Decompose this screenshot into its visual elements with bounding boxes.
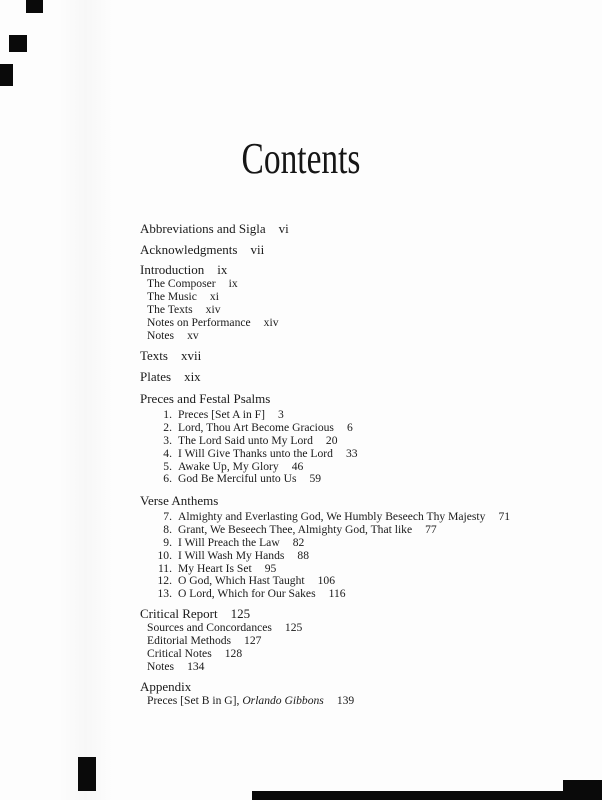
toc-entry — [147, 622, 562, 634]
toc-entry-page-number: 71 — [498, 510, 511, 524]
toc-entry-label: Preces and Festal Psalms — [140, 390, 271, 406]
toc-entry-label: Appendix — [140, 679, 192, 695]
toc-entry-label: Awake Up, My Glory — [178, 459, 279, 473]
toc-entry-page-number: 116 — [328, 587, 346, 601]
toc-entry-page-number: 95 — [264, 561, 277, 575]
toc-entry-number: 1. — [163, 408, 172, 422]
toc-entry-label: O Lord, Which for Our Sakes — [178, 587, 316, 601]
toc-entry-page-number: ix — [217, 262, 228, 277]
toc-entry — [147, 278, 562, 290]
toc-entry-page-number: 3 — [277, 408, 284, 422]
toc-entry — [140, 370, 562, 383]
toc-entry-number: 8. — [163, 523, 172, 537]
toc-entry — [140, 575, 562, 587]
scan-artifact — [252, 791, 602, 800]
toc-entry-label: Editorial Methods — [147, 634, 232, 647]
toc-entry-number: 11. — [157, 561, 172, 575]
toc-entry-page-number: xix — [184, 368, 201, 384]
toc-entry-page-number: 127 — [244, 634, 262, 647]
toc-entry-page-number: 88 — [297, 548, 309, 562]
toc-entry — [140, 243, 562, 256]
toc-entry-page-number: 20 — [325, 434, 338, 447]
toc-entry-label: Notes — [147, 660, 175, 674]
toc-entry-number: 3. — [163, 434, 172, 447]
toc-entry — [140, 422, 562, 434]
toc-entry — [140, 524, 562, 536]
toc-entry-label: Verse Anthems — [140, 492, 219, 508]
toc-entry-label: Lord, Thou Art Become Gracious — [178, 421, 334, 435]
toc-entry-label: Almighty and Everlasting God, We Humbly Beseech Thy Majesty — [178, 510, 486, 524]
toc-entry — [140, 461, 562, 473]
toc-entry-page-number: xi — [209, 289, 219, 303]
toc-entry-number: 9. — [163, 536, 172, 549]
toc-entry-number: 10. — [157, 548, 172, 562]
toc-entry-page-number: vii — [250, 241, 265, 257]
toc-entry — [140, 349, 562, 362]
toc-entry-page-number: 125 — [230, 606, 251, 622]
toc-entry-page-number: 82 — [292, 536, 305, 549]
toc-entry — [147, 635, 562, 647]
toc-entry — [140, 448, 562, 460]
toc-entry-page-number: xiv — [205, 302, 221, 316]
toc-entry — [140, 680, 562, 693]
toc-entry-page-number: 33 — [345, 446, 358, 460]
toc-entry-label: Grant, We Beseech Thee, Almighty God, That like — [178, 523, 413, 537]
toc-entry-label: The Music — [147, 289, 197, 303]
toc-entry-page-number: 134 — [187, 660, 205, 674]
scan-artifact — [9, 35, 27, 52]
toc-entry-label: Notes on Performance — [147, 316, 251, 330]
toc-entry — [140, 563, 562, 575]
toc-entry-number: 13. — [157, 587, 172, 601]
toc-entry-label: The Composer — [147, 276, 216, 290]
toc-entry-label: My Heart Is Set — [178, 561, 252, 575]
scan-artifact — [563, 780, 602, 800]
toc-entry-label: I Will Wash My Hands — [178, 548, 285, 562]
toc-entry — [140, 550, 562, 562]
toc-entry-label: Abbreviations and Sigla — [140, 221, 266, 236]
toc-entry-page-number: 128 — [224, 647, 243, 661]
toc-entry — [147, 304, 562, 316]
toc-entry-label: The Texts — [147, 302, 193, 316]
toc-entry-label: Sources and Concordances — [147, 620, 272, 634]
toc-entry-label: O God, Which Hast Taught — [178, 574, 305, 588]
toc-entry-label: I Will Preach the Law — [178, 536, 280, 549]
toc-entry-page-number: xvii — [180, 348, 202, 364]
toc-entry — [140, 537, 562, 549]
toc-entry-page-number: 77 — [425, 523, 437, 537]
toc-entry-number: 2. — [163, 421, 172, 435]
toc-entry-page-number: xiv — [263, 316, 279, 330]
toc-entry — [147, 695, 562, 707]
scan-artifact — [26, 0, 43, 13]
toc-entry-label: Critical Report — [140, 606, 218, 622]
toc-entry — [140, 409, 562, 421]
toc-entry-number: 7. — [163, 510, 172, 524]
toc-entry-label: Notes — [147, 329, 175, 343]
toc-entry-page-number: vi — [278, 221, 289, 236]
toc-entry-label: The Lord Said unto My Lord — [178, 434, 313, 447]
toc-entry-label: God Be Merciful unto Us — [178, 472, 297, 486]
toc-entry — [147, 661, 562, 673]
toc-entry-page-number: 125 — [284, 620, 303, 634]
scan-artifact — [0, 64, 13, 86]
toc-entry-number: 4. — [163, 446, 172, 460]
toc-entry-label: Texts — [140, 348, 168, 364]
toc-entry-page-number: ix — [228, 276, 238, 290]
toc-entry-number: 5. — [163, 459, 172, 473]
toc-entry-page-number: 106 — [317, 574, 335, 588]
toc-entry — [140, 494, 562, 507]
toc-entry-label: I Will Give Thanks unto the Lord — [178, 446, 333, 460]
toc-entry-label: Critical Notes — [147, 647, 212, 661]
toc-entry — [140, 607, 562, 620]
toc-entry — [140, 588, 562, 600]
toc-entry — [140, 263, 562, 276]
toc-entry — [140, 511, 562, 523]
toc-entry — [147, 291, 562, 303]
toc-entry — [140, 473, 562, 485]
toc-entry-label: Acknowledgments — [140, 241, 238, 257]
toc-entry-page-number: 6 — [346, 421, 353, 435]
toc-entry — [147, 648, 562, 660]
toc-entry — [140, 222, 562, 235]
toc-entry-number: 6. — [163, 472, 172, 486]
toc-entry-page-number: 59 — [309, 472, 322, 486]
toc-entry-page-number: 139 — [336, 694, 355, 708]
toc-entry-label: Preces [Set B in G], Orlando Gibbons — [147, 694, 324, 708]
toc-entry-label-italic: Orlando Gibbons — [242, 694, 324, 708]
toc — [140, 222, 562, 707]
toc-entry — [140, 435, 562, 447]
scan-artifact — [78, 757, 96, 791]
toc-entry-page-number: 46 — [291, 459, 304, 473]
page-title: Contents — [241, 134, 361, 183]
toc-entry-label: Preces [Set A in F] — [178, 408, 265, 422]
toc-entry — [147, 330, 562, 342]
toc-entry-page-number: xv — [187, 329, 199, 343]
toc-entry — [140, 392, 562, 405]
toc-entry-number: 12. — [157, 574, 172, 588]
toc-entry-label: Introduction — [140, 262, 205, 277]
toc-entry-label: Plates — [140, 368, 172, 384]
toc-entry — [147, 317, 562, 329]
